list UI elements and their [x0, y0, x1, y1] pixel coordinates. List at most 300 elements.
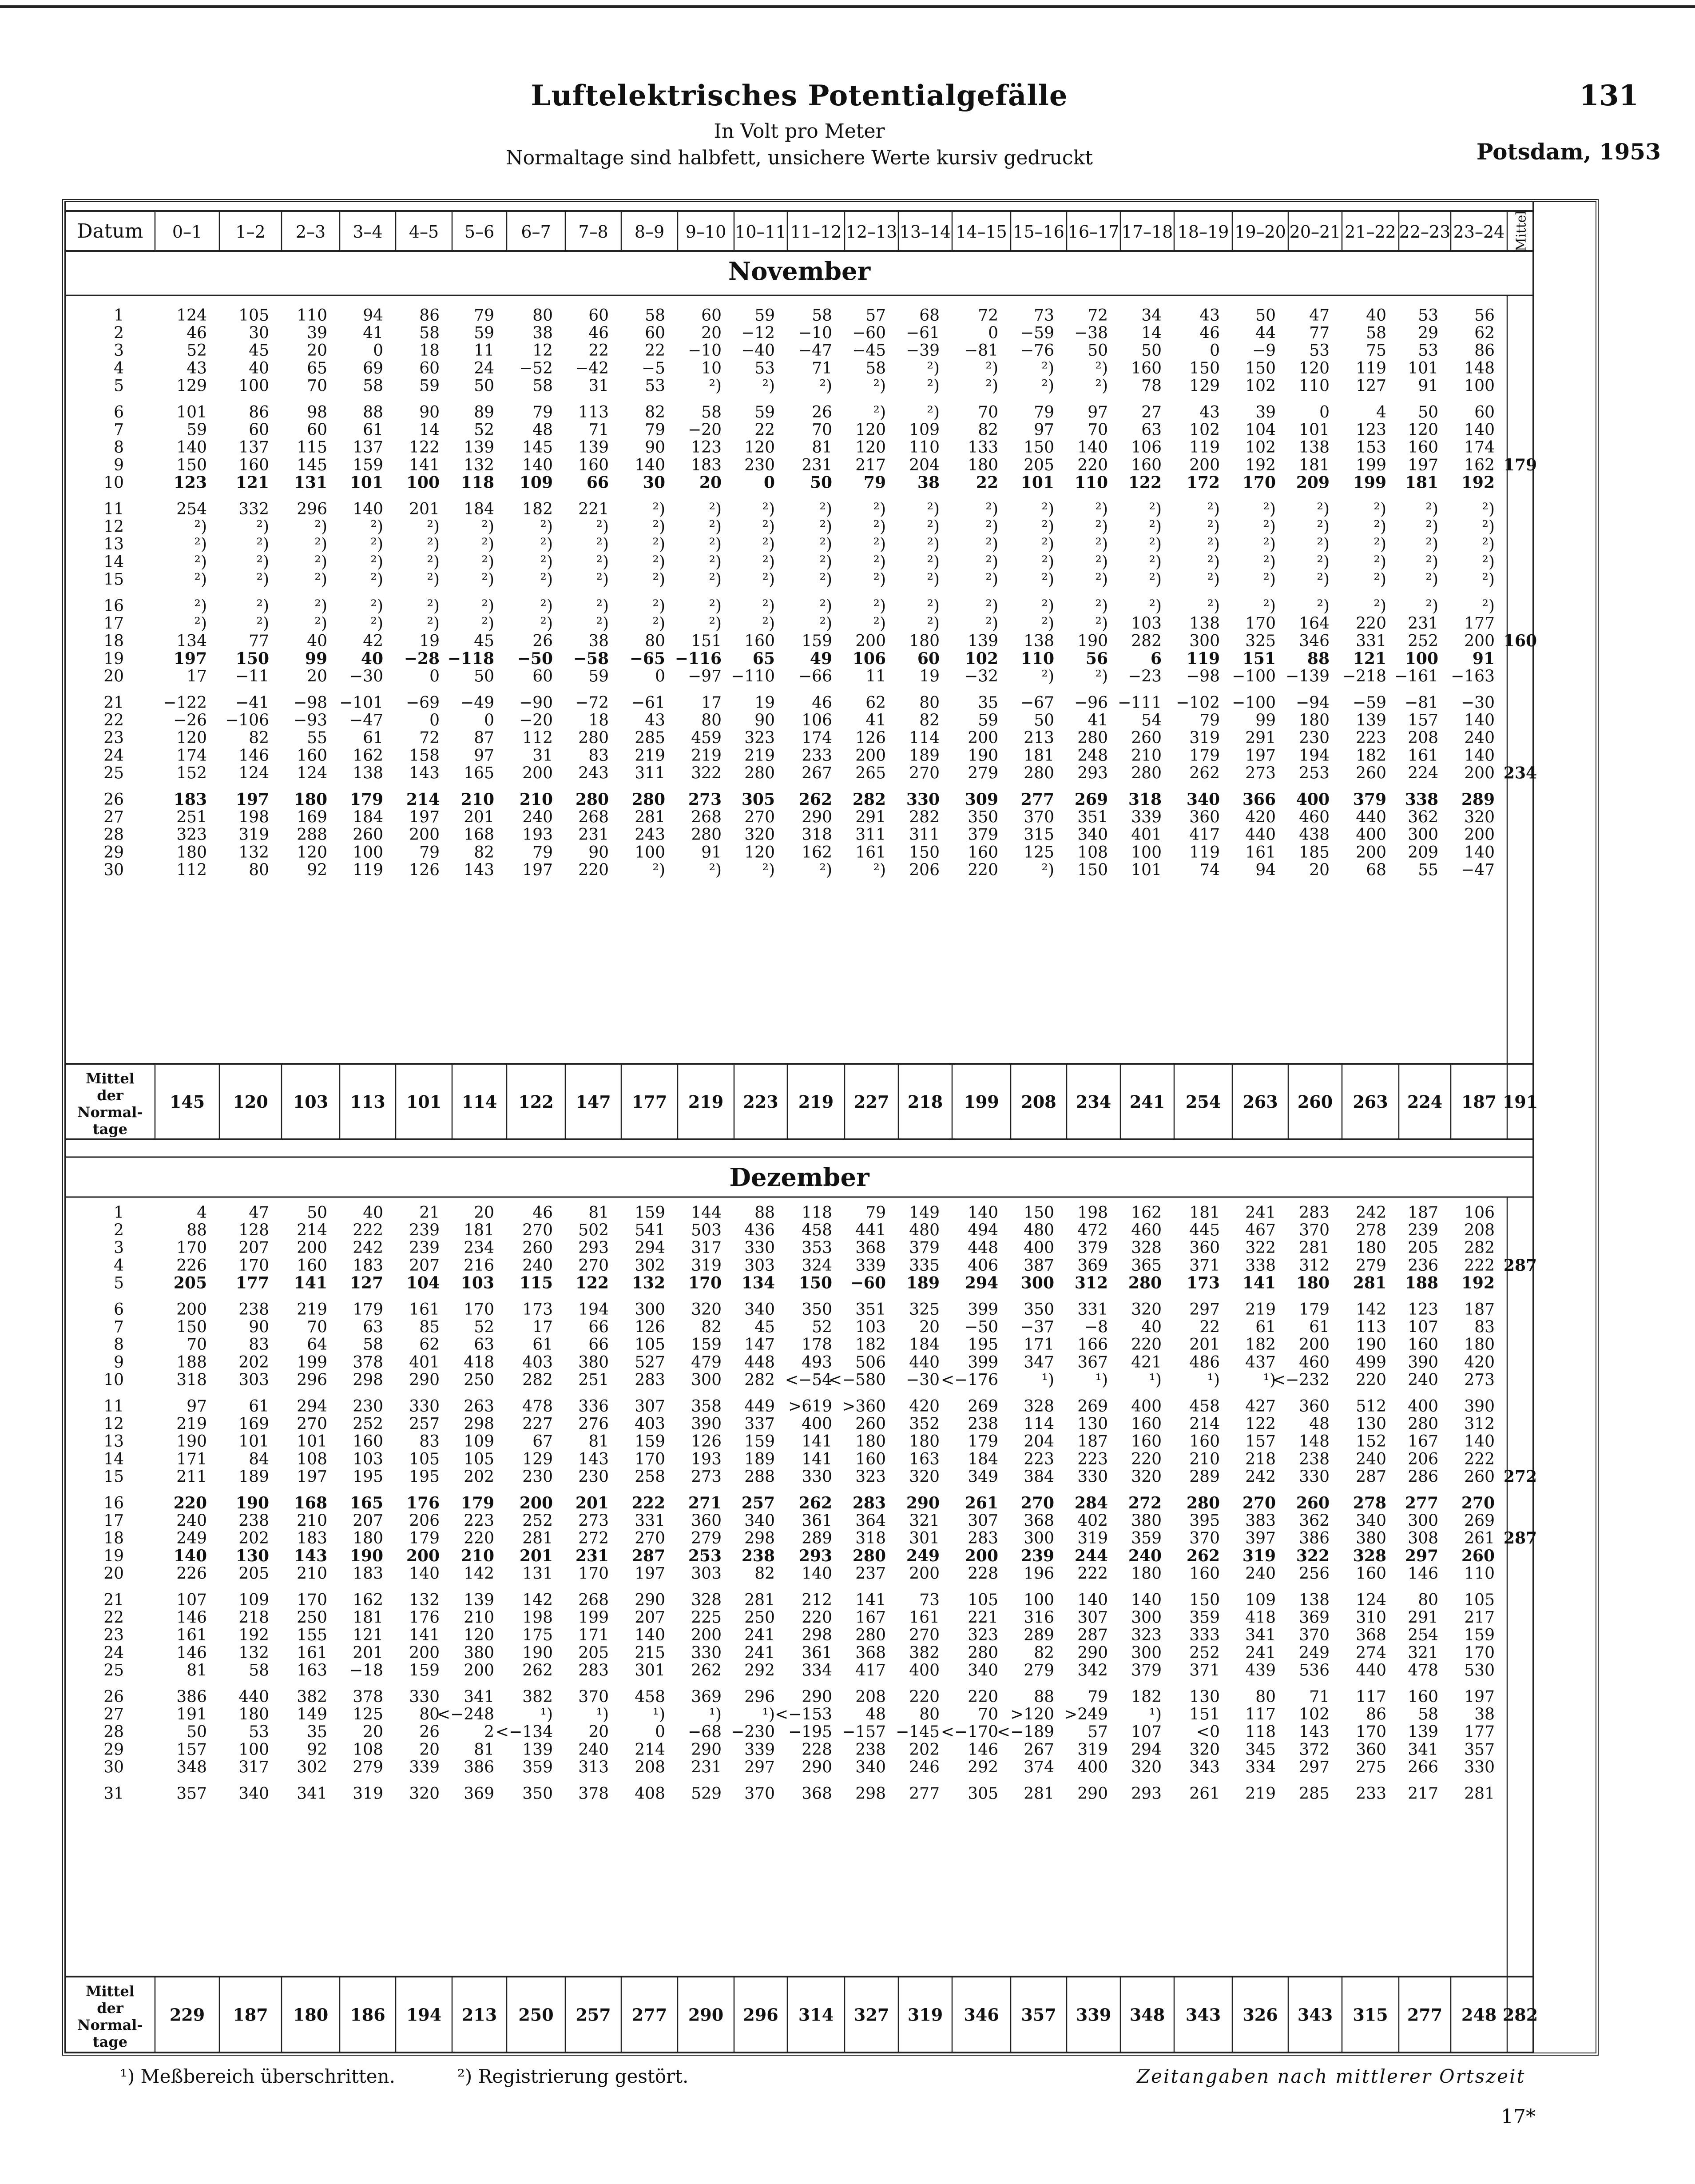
table-cell-value: 166 — [1077, 1336, 1108, 1354]
table-cell-value: 73 — [919, 1591, 940, 1609]
table-cell-value: 124 — [176, 306, 207, 325]
table-cell-value: 108 — [353, 1740, 383, 1759]
table-cell-value: 319 — [1242, 1546, 1276, 1565]
table-cell-value: −101 — [339, 694, 383, 712]
table-cell-value: 193 — [691, 1450, 722, 1468]
row-date: 31 — [103, 1785, 124, 1803]
table-cell-value: 160 — [578, 456, 609, 474]
table-cell-value: 66 — [586, 473, 609, 492]
table-cell-value: 197 — [409, 808, 440, 827]
table-cell-value: 187 — [1077, 1432, 1108, 1451]
table-cell-value: 129 — [176, 377, 207, 395]
table-cell-value: 386 — [1299, 1529, 1330, 1548]
table-cell-value: 361 — [802, 1643, 832, 1662]
table-cell-value: 369 — [1299, 1608, 1330, 1627]
table-cell-value: 79 — [532, 403, 553, 422]
table-cell-value: 140 — [173, 1546, 207, 1565]
table-cell-value: 58 — [1418, 1705, 1438, 1724]
mean-row-label: Mittel — [86, 1983, 135, 2000]
table-cell-value: 346 — [1299, 632, 1330, 651]
table-cell-value: 302 — [635, 1256, 665, 1275]
table-cell-value: 140 — [635, 1626, 665, 1645]
table-cell-value: 440 — [238, 1688, 269, 1706]
table-cell-value: 102 — [965, 649, 998, 668]
mean-cell-value: 199 — [964, 1092, 999, 1112]
table-cell-value: 270 — [297, 1415, 327, 1433]
table-cell-value: 371 — [1189, 1661, 1220, 1680]
table-cell-value: 58 — [249, 1661, 269, 1680]
table-cell-value: 280 — [852, 1546, 886, 1565]
mean-cell-value: 213 — [461, 2005, 497, 2025]
table-cell-value: 207 — [409, 1256, 440, 1275]
table-cell-value: 211 — [176, 1468, 207, 1486]
table-cell-value: 223 — [1024, 1450, 1054, 1468]
table-cell-value: 180 — [176, 843, 207, 862]
table-cell-value: 351 — [1077, 808, 1108, 827]
table-cell-value: 82 — [978, 421, 998, 439]
table-cell-value: 11 — [474, 342, 494, 360]
table-cell-value: 180 — [968, 456, 998, 474]
row-date: 12 — [103, 517, 124, 536]
table-cell-value: 307 — [1077, 1608, 1108, 1627]
table-cell-value: 249 — [176, 1529, 207, 1548]
table-cell-value: 372 — [1299, 1740, 1330, 1759]
table-cell-value: 53 — [645, 377, 665, 395]
table-cell-value: ²) — [1373, 597, 1386, 615]
table-cell-value: −218 — [1342, 667, 1386, 686]
row-date: 5 — [114, 377, 124, 395]
table-cell-value: 260 — [1461, 1546, 1495, 1565]
table-cell-value: −20 — [519, 711, 553, 730]
table-cell-value: 252 — [1189, 1643, 1220, 1662]
table-cell-value: 281 — [1024, 1785, 1054, 1803]
table-cell-value: 101 — [238, 1432, 269, 1451]
table-cell-value: ²) — [370, 553, 383, 571]
mean-cell-value: 248 — [1461, 2005, 1497, 2025]
table-cell-value: 105 — [968, 1591, 998, 1609]
table-cell-value: 180 — [238, 1705, 269, 1724]
table-cell-value: 60 — [701, 306, 722, 325]
data-table — [65, 202, 1596, 2053]
table-cell-value: 179 — [1299, 1301, 1330, 1319]
table-cell-value: 132 — [238, 1643, 269, 1662]
table-cell-value: 132 — [238, 843, 269, 862]
table-cell-value: −161 — [1394, 667, 1438, 686]
table-cell-value: 193 — [522, 826, 553, 844]
table-cell-value: ²) — [314, 535, 327, 554]
mean-row-label: tage — [92, 1121, 128, 1138]
row-date: 2 — [114, 1221, 124, 1240]
table-cell-value: 170 — [1242, 473, 1276, 492]
table-cell-value: 219 — [1245, 1785, 1276, 1803]
table-cell-value: 94 — [1255, 861, 1276, 879]
table-cell-value: 198 — [522, 1608, 553, 1627]
table-cell-value: 318 — [1128, 790, 1162, 809]
table-cell-value: 101 — [349, 473, 383, 492]
table-cell-value: 177 — [235, 1273, 269, 1293]
table-cell-value: 39 — [307, 324, 327, 342]
table-cell-value: 161 — [909, 1608, 940, 1627]
mean-cell-value: 348 — [1129, 2005, 1165, 2025]
table-cell-value: 140 — [1464, 746, 1495, 765]
table-cell-value: 439 — [1245, 1661, 1276, 1680]
table-cell-value: ²) — [1095, 597, 1108, 615]
table-cell-value: 20 — [1309, 861, 1330, 879]
mean-cell-value: 296 — [743, 2005, 778, 2025]
table-cell-value: 317 — [238, 1758, 269, 1777]
table-cell-value: 153 — [1356, 438, 1386, 457]
table-cell-value: 110 — [909, 438, 940, 457]
table-cell-value: 230 — [578, 1468, 609, 1486]
table-cell-value: 120 — [297, 843, 327, 862]
table-cell-value: 48 — [1309, 1415, 1330, 1433]
table-cell-value: 200 — [1464, 764, 1495, 783]
table-cell-value: 17 — [187, 667, 207, 686]
table-cell-value: 277 — [909, 1785, 940, 1803]
table-cell-value: ²) — [1425, 553, 1438, 571]
table-cell-value: 130 — [1356, 1415, 1386, 1433]
table-cell-value: 48 — [532, 421, 553, 439]
table-cell-value: 71 — [588, 421, 609, 439]
table-cell-value: 87 — [474, 729, 494, 748]
mean-cell-value: 120 — [233, 1092, 268, 1112]
table-cell-value: 200 — [1464, 632, 1495, 651]
mean-cell-value: 177 — [631, 1092, 667, 1112]
table-cell-value: ²) — [927, 500, 940, 518]
table-cell-value: 140 — [1464, 421, 1495, 439]
table-cell-value: 370 — [1189, 1529, 1220, 1548]
table-cell-value: 242 — [1245, 1468, 1276, 1486]
row-date: 28 — [103, 826, 124, 844]
table-cell-value: 382 — [522, 1688, 553, 1706]
table-cell-value: 220 — [1356, 1371, 1386, 1389]
table-cell-value: 365 — [1131, 1256, 1162, 1275]
table-cell-value: −52 — [519, 359, 553, 378]
table-cell-value: 421 — [1131, 1353, 1162, 1372]
row-date: 10 — [103, 1371, 124, 1389]
row-date: 17 — [103, 1512, 124, 1530]
page-number: 131 — [1579, 79, 1639, 112]
table-cell-value: 369 — [1077, 1256, 1108, 1275]
table-cell-value: 120 — [1408, 421, 1438, 439]
table-cell-value: 502 — [578, 1221, 609, 1240]
table-cell-value: 291 — [1245, 729, 1276, 748]
table-cell-value: 19 — [919, 667, 940, 686]
table-cell-value: 72 — [1088, 306, 1108, 325]
table-cell-value: 343 — [1189, 1758, 1220, 1777]
table-cell-value: 273 — [1245, 764, 1276, 783]
table-cell-value: ²) — [873, 377, 886, 395]
table-cell-value: 40 — [1366, 306, 1386, 325]
table-cell-value: 200 — [522, 764, 553, 783]
table-cell-value: 448 — [744, 1353, 775, 1372]
table-cell-value: 220 — [909, 1688, 940, 1706]
mean-cell-value: 194 — [406, 2005, 442, 2025]
table-cell-value: 283 — [968, 1529, 998, 1548]
header-cell-hour: 11–12 — [790, 222, 842, 242]
table-cell-value: 124 — [238, 764, 269, 783]
table-cell-value: 400 — [1356, 826, 1386, 844]
table-cell-value: 298 — [802, 1626, 832, 1645]
table-cell-value: 77 — [249, 632, 269, 651]
table-cell-value: 30 — [249, 324, 269, 342]
table-cell-value: ²) — [819, 517, 832, 536]
table-cell-value: 138 — [1024, 632, 1054, 651]
table-cell-value: −39 — [906, 342, 940, 360]
table-cell-value: 360 — [1356, 1740, 1386, 1759]
table-cell-value: 34 — [1141, 306, 1162, 325]
table-cell-value: 170 — [297, 1591, 327, 1609]
table-cell-value: 438 — [1299, 826, 1330, 844]
table-cell-value: 349 — [968, 1468, 998, 1486]
table-cell-value: 179 — [460, 1494, 494, 1512]
table-cell-value: 105 — [1464, 1591, 1495, 1609]
table-cell-value: ²) — [762, 553, 775, 571]
table-cell-value: ²) — [1207, 517, 1220, 536]
table-cell-value: ¹) — [1149, 1371, 1162, 1389]
table-cell-value: 359 — [1189, 1608, 1220, 1627]
table-cell-value: ²) — [256, 570, 269, 589]
table-cell-value: 181 — [1405, 473, 1438, 492]
table-cell-value: −30 — [349, 667, 383, 686]
table-cell-value: 20 — [588, 1723, 609, 1742]
table-cell-value: 59 — [187, 421, 207, 439]
table-cell-value: 146 — [1408, 1564, 1438, 1583]
table-cell-value: 270 — [1020, 1494, 1054, 1512]
table-cell-value: 92 — [307, 1740, 327, 1759]
table-cell-value: 219 — [297, 1301, 327, 1319]
table-cell-value: 90 — [588, 843, 609, 862]
table-cell-value: 122 — [1245, 1415, 1276, 1433]
table-cell-value: ²) — [1095, 553, 1108, 571]
mean-cell-value: 357 — [1021, 2005, 1056, 2025]
table-cell-value: 174 — [1464, 438, 1495, 457]
table-cell-value: 206 — [1408, 1450, 1438, 1468]
table-cell-value: 460 — [1131, 1221, 1162, 1240]
row-date: 3 — [114, 342, 124, 360]
table-cell-value: 57 — [865, 306, 886, 325]
header-cell-hour: 20–21 — [1289, 222, 1341, 242]
table-cell-value: 163 — [909, 1450, 940, 1468]
table-cell-value: 201 — [353, 1643, 383, 1662]
table-cell-value: 296 — [297, 500, 327, 518]
table-cell-value: 300 — [1131, 1643, 1162, 1662]
table-cell-value: −47 — [1461, 861, 1495, 879]
table-cell-value: 182 — [522, 500, 553, 518]
mean-cell-value: 219 — [798, 1092, 834, 1112]
table-cell-value: 252 — [1408, 632, 1438, 651]
table-cell-value: 31 — [588, 377, 609, 395]
table-cell-value: 167 — [1408, 1432, 1438, 1451]
row-date: 6 — [114, 1301, 124, 1319]
table-cell-value: 205 — [1024, 456, 1054, 474]
table-cell-value: 43 — [645, 711, 665, 730]
table-cell-value: −12 — [741, 324, 775, 342]
table-cell-value: −139 — [1286, 667, 1330, 686]
table-cell-value: −102 — [1176, 694, 1220, 712]
table-cell-value: 97 — [474, 746, 494, 765]
table-cell-value: 270 — [635, 1529, 665, 1548]
table-cell-value: 106 — [1464, 1204, 1495, 1222]
table-cell-value: 330 — [1077, 1468, 1108, 1486]
table-cell-value: 107 — [1408, 1318, 1438, 1337]
table-cell-value: 50 — [1141, 342, 1162, 360]
table-cell-value: <−176 — [941, 1371, 998, 1389]
row-date: 19 — [103, 649, 124, 668]
table-cell-value: 270 — [909, 1626, 940, 1645]
table-cell-value: 201 — [519, 1546, 553, 1565]
signature-mark: 17* — [1501, 2105, 1536, 2128]
table-cell-value: ²) — [1041, 377, 1054, 395]
table-cell-value: 380 — [1131, 1512, 1162, 1530]
table-cell-value: 319 — [1189, 729, 1220, 748]
row-date: 8 — [114, 1336, 124, 1354]
table-cell-value: 70 — [307, 377, 327, 395]
table-cell-value: 280 — [1186, 1494, 1220, 1512]
table-cell-value: 120 — [744, 438, 775, 457]
mean-cell-value: 147 — [576, 1092, 611, 1112]
table-cell-value: 220 — [464, 1529, 494, 1548]
table-cell-value: 233 — [802, 746, 832, 765]
table-cell-value: 46 — [532, 1204, 553, 1222]
table-cell-value: 268 — [578, 1591, 609, 1609]
table-cell-value: 44 — [1255, 324, 1276, 342]
row-date: 24 — [103, 746, 124, 765]
table-cell-value: >120 — [1010, 1705, 1054, 1724]
table-cell-value: 160 — [1131, 1432, 1162, 1451]
table-cell-value: ²) — [709, 597, 722, 615]
table-cell-value: 97 — [1088, 403, 1108, 422]
table-cell-value: 320 — [1131, 1468, 1162, 1486]
table-cell-value: 47 — [1309, 306, 1330, 325]
table-cell-value: 101 — [1408, 359, 1438, 378]
table-cell-value: 183 — [691, 456, 722, 474]
table-cell-value: 158 — [409, 746, 440, 765]
table-cell-value: 143 — [464, 861, 494, 879]
table-cell-value: 440 — [1245, 826, 1276, 844]
table-cell-value: 369 — [691, 1688, 722, 1706]
month-heading: November — [728, 257, 871, 286]
table-cell-value: 219 — [691, 746, 722, 765]
table-cell-value: 80 — [701, 711, 722, 730]
table-cell-value: 287 — [1356, 1468, 1386, 1486]
table-cell-value: 146 — [176, 1608, 207, 1627]
table-cell-value: 160 — [238, 456, 269, 474]
table-cell-value: 130 — [235, 1546, 269, 1565]
table-cell-value: 173 — [1186, 1273, 1220, 1293]
table-cell-value: 182 — [1245, 1336, 1276, 1354]
table-cell-value: ²) — [1317, 597, 1330, 615]
table-cell-value: ²) — [985, 377, 998, 395]
table-cell-value: 77 — [1309, 324, 1330, 342]
table-cell-value: 332 — [238, 500, 269, 518]
table-cell-value: 49 — [810, 649, 832, 668]
table-cell-value: ²) — [596, 570, 609, 589]
table-cell-value: −98 — [1186, 667, 1220, 686]
mean-cell-value: 122 — [518, 1092, 554, 1112]
header-cell-hour: 19–20 — [1235, 222, 1286, 242]
table-cell-value: 210 — [464, 1608, 494, 1627]
table-cell-value: ¹) — [1095, 1371, 1108, 1389]
table-cell-value: 374 — [1024, 1758, 1054, 1777]
table-cell-value: ²) — [927, 570, 940, 589]
table-cell-value: −32 — [965, 667, 998, 686]
table-cell-value: 269 — [968, 1397, 998, 1416]
row-date: 9 — [114, 1353, 124, 1372]
table-cell-value: <−134 — [495, 1723, 553, 1742]
row-date: 13 — [103, 1432, 124, 1451]
table-cell-value: 65 — [307, 359, 327, 378]
table-cell-value: 123 — [1408, 1301, 1438, 1319]
table-cell-value: 240 — [522, 1256, 553, 1275]
table-cell-value: 293 — [1131, 1785, 1162, 1803]
table-cell-value: 272 — [578, 1529, 609, 1548]
table-cell-value: <−580 — [828, 1371, 886, 1389]
table-cell-value: 240 — [176, 1512, 207, 1530]
table-cell-value: 22 — [754, 421, 775, 439]
table-cell-value: 159 — [635, 1204, 665, 1222]
table-cell-value: 370 — [1299, 1626, 1330, 1645]
table-cell-value: 334 — [802, 1661, 832, 1680]
table-cell-value: 266 — [1408, 1758, 1438, 1777]
table-cell-value: 183 — [297, 1529, 327, 1548]
table-cell-value: 4 — [1376, 403, 1386, 422]
table-cell-value: 45 — [754, 1318, 775, 1337]
table-cell-value: ²) — [873, 861, 886, 879]
table-cell-value: 418 — [464, 1353, 494, 1372]
table-cell-value: 380 — [578, 1353, 609, 1372]
table-cell-value: 399 — [968, 1301, 998, 1319]
row-date: 18 — [103, 1529, 124, 1548]
row-date: 20 — [103, 1564, 124, 1583]
table-cell-value: 480 — [1024, 1221, 1054, 1240]
table-cell-value: 294 — [1131, 1740, 1162, 1759]
table-cell-value: 100 — [353, 843, 383, 862]
table-cell-value: 61 — [1255, 1318, 1276, 1337]
table-cell-value: 207 — [238, 1239, 269, 1257]
table-cell-value: ²) — [256, 597, 269, 615]
table-cell-value: 205 — [578, 1643, 609, 1662]
table-cell-value: 139 — [1356, 711, 1386, 730]
table-cell-value: 192 — [238, 1626, 269, 1645]
table-cell-value: 380 — [464, 1643, 494, 1662]
table-cell-value: 290 — [691, 1740, 722, 1759]
table-cell-value: 191 — [176, 1705, 207, 1724]
table-cell-value: 265 — [855, 764, 886, 783]
table-cell-value: 105 — [635, 1336, 665, 1354]
row-date: 22 — [103, 1608, 124, 1627]
table-cell-value: ²) — [540, 553, 553, 571]
table-cell-value: ²) — [1482, 553, 1495, 571]
table-cell-value: −230 — [731, 1723, 775, 1742]
mean-cell-value: 346 — [964, 2005, 999, 2025]
table-cell-value: 0 — [655, 667, 665, 686]
table-cell-value: 281 — [744, 1591, 775, 1609]
table-cell-value: 109 — [238, 1591, 269, 1609]
table-cell-value: ²) — [1317, 535, 1330, 554]
table-cell-value: ²) — [1149, 500, 1162, 518]
table-cell-value: −42 — [575, 359, 609, 378]
table-cell-value: 182 — [1131, 1688, 1162, 1706]
table-cell-value: ²) — [1373, 517, 1386, 536]
table-cell-value: 56 — [1474, 306, 1495, 325]
table-cell-value: 324 — [802, 1256, 832, 1275]
table-cell-value: 200 — [965, 1546, 998, 1565]
table-cell-value: 217 — [855, 456, 886, 474]
table-cell-value: 214 — [406, 790, 440, 809]
table-cell-value: 241 — [744, 1626, 775, 1645]
table-cell-value: 174 — [176, 746, 207, 765]
